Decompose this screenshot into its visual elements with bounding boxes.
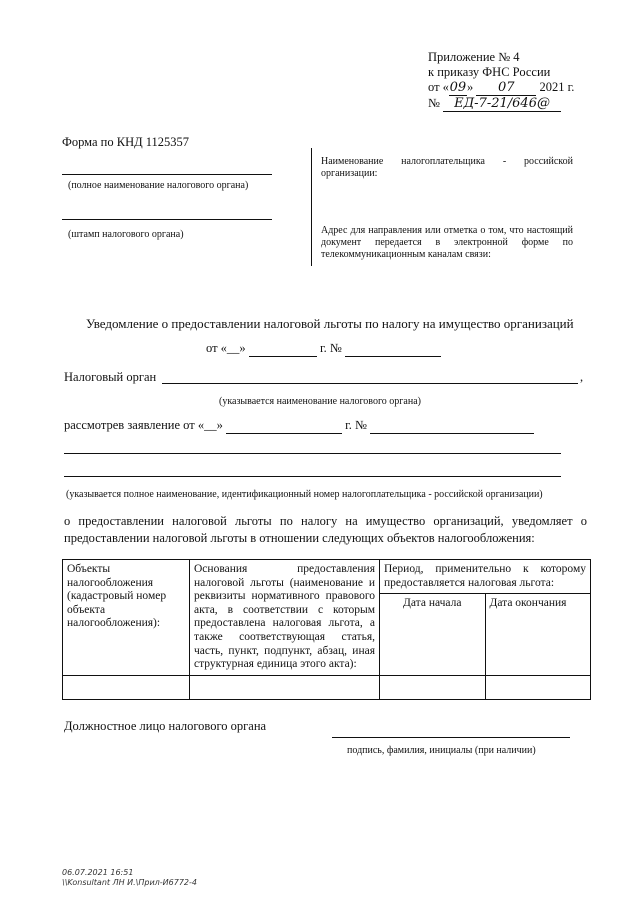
cell-objects[interactable] <box>63 675 190 699</box>
annex-line1: Приложение № 4 <box>428 50 520 64</box>
col-objects: Объекты налогообложения (кадастровый номер объекта налогообложения): <box>63 560 190 676</box>
review-caption: (указывается полное наименование, идентификационный номер налогоплательщика - российской организации) <box>66 489 543 500</box>
annex-date <box>428 80 598 96</box>
notice-paragraph: о предоставлении налоговой льготы по налогу на имущество организаций, уведомляет о предоставлении налоговой льготы в отношении следующих объектов налогообложения: <box>64 514 587 545</box>
address-label: Адрес для направления или отметка о том, что настоящий документ передается в электронной форме по телекоммуникационным каналам связи: <box>321 225 573 260</box>
org-name-line[interactable] <box>62 174 272 175</box>
stamp-caption: (штамп налогового органа) <box>68 229 184 240</box>
notice-number-label: г. № <box>316 341 342 355</box>
annex-date-mid: » <box>466 80 474 94</box>
review-date-field[interactable] <box>226 418 342 434</box>
taxpayer-name-label: Наименование налогоплательщика - российской организации: <box>321 156 573 179</box>
benefits-table <box>62 559 591 700</box>
footer-path: \\Konsultant ЛН И.\Прил-И6772-4 <box>62 878 197 887</box>
cell-end[interactable] <box>485 675 591 699</box>
header-divider <box>311 148 312 266</box>
annex-year: 2021 г. <box>539 80 575 94</box>
review-line <box>64 418 534 434</box>
col-end-date: Дата окончания <box>485 594 591 676</box>
taxpayer-line-1[interactable] <box>64 453 561 454</box>
page-title: Уведомление о предоставлении налоговой льготы по налогу на имущество организаций <box>86 316 574 331</box>
signature-label: Должностное лицо налогового органа <box>64 719 267 733</box>
notice-date-line <box>206 341 441 357</box>
table-row <box>63 675 591 699</box>
annex-month: 07 <box>476 80 536 96</box>
review-label: рассмотрев заявление от «__» <box>64 418 226 432</box>
taxpayer-line-2[interactable] <box>64 476 561 477</box>
org-name-caption: (полное наименование налогового органа) <box>68 180 249 191</box>
notice-number-field[interactable] <box>345 341 441 357</box>
stamp-line[interactable] <box>62 219 272 220</box>
col-grounds: Основания предоставления налоговой льготы (наименование и реквизиты нормативного правового акта, в соответствии с которым предоставлена налоговая льгота, а также соответствующая статья, часть, пункт, подпункт, абзац, иная структурная единица этого акта): <box>190 560 380 676</box>
notice-date-field[interactable] <box>249 341 317 357</box>
annex-day: 09 <box>449 80 467 95</box>
tax-body-comma: , <box>580 370 584 384</box>
footer-timestamp: 06.07.2021 16:51 <box>62 868 134 877</box>
form-code: Форма по КНД 1125357 <box>62 135 190 149</box>
annex-num-prefix: № <box>428 96 440 110</box>
cell-grounds[interactable] <box>190 675 380 699</box>
review-number-label: г. № <box>341 418 367 432</box>
signature-field[interactable] <box>332 737 570 738</box>
annex-number: ЕД-7-21/646@ <box>443 96 561 112</box>
annex-date-prefix: от « <box>428 80 449 94</box>
annex-line2: к приказу ФНС России <box>428 65 551 79</box>
signature-caption: подпись, фамилия, инициалы (при наличии) <box>347 745 536 756</box>
col-period: Период, применительно к которому предоставляется налоговая льгота: <box>380 560 591 594</box>
col-start-date: Дата начала <box>380 594 486 676</box>
table-header-row <box>63 560 591 594</box>
tax-body-label: Налоговый орган <box>64 370 157 384</box>
notice-date-from: от «__» <box>206 341 249 355</box>
cell-start[interactable] <box>380 675 486 699</box>
footer-meta <box>62 868 197 888</box>
annex-number-line <box>428 96 598 112</box>
tax-body-field[interactable] <box>162 383 578 384</box>
tax-body-caption: (указывается наименование налогового органа) <box>219 396 421 407</box>
annex-block <box>428 50 598 112</box>
review-number-field[interactable] <box>370 418 534 434</box>
